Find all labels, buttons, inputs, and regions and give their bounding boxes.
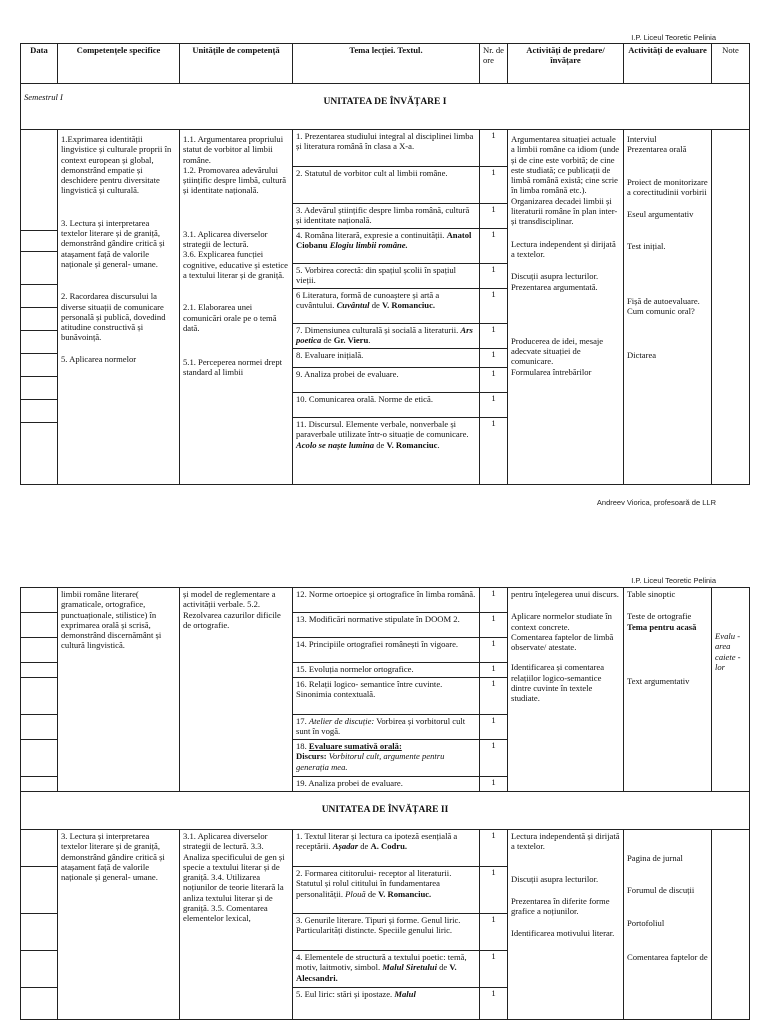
hours-cell-3: 1 1 1 1 1 — [480, 830, 508, 1020]
lesson-8: 8. Evaluare inițială. — [293, 349, 479, 368]
evaluation-cell: Interviul Prezentarea orală Proiect de monitorizare a corectitudinii vorbirii Eseul argumentativ Test inițial. Fișă de autoevaluare. Cum comunic oral? Dictarea — [624, 130, 712, 485]
col-teaching: Activități de predare/ învățare — [508, 44, 624, 84]
semester-label: Semestrul I — [24, 92, 63, 102]
lesson-7: 7. Dimensiunea culturală și socială a literaturii. Ars poetica de Gr. Vieru. — [293, 324, 479, 349]
col-notes: Note — [712, 44, 750, 84]
lessons-cell-2 — [293, 588, 480, 792]
competences-cell-3: 3. Lectura și interpretarea textelor literare și de graniță, demonstrând gândire critică și atașament față de valorile naționale și general- umane. — [58, 830, 180, 1020]
units-cell: 1.1. Argumentarea propriului statut de vorbitor al limbii române. 1.2. Promovarea adevărului științific despre limbă, cultură și identitate națională. 3.1. Aplicarea diverselor strategii de lectură. 3.6. Explicarea funcției cognitive, educative și estetice a textului literar și de graniță. 2.1. Elaborarea unei comunicări orale pe o temă dată. 5.1. Perceperea normei drept standard al limbii — [180, 130, 293, 485]
lesson-19: 19. Analiza probei de evaluare. — [296, 778, 403, 788]
lessons-cell-3 — [293, 830, 480, 1020]
competences-cell: 1.Exprimarea identității lingvistice și culturale proprii în context european și global, demonstrând empatie și deschidere pentru diversitate lingvistică și culturală. 3. Lectura și interpretarea textelor literare și de graniță, demonstrând gândire critică și atașament față de valorile naționale și general- umane. 2. Racordarea discursului la diverse situații de comunicare personală și publică, dovedind atitudine constructivă și bunăvoință. 5. Aplicarea normelor — [58, 130, 180, 485]
curriculum-table-2 — [20, 587, 750, 1020]
col-competences: Competențele specifice — [58, 44, 180, 84]
content-row — [21, 130, 750, 485]
lesson-b1: 1. Textul literar și lectura ca ipoteză esențială a receptării. Așadar de A. Codru. — [293, 830, 479, 867]
notes-cell — [712, 130, 750, 485]
date-cells-3 — [21, 830, 58, 1020]
lesson-11: 11. Discursul. Elemente verbale, nonverbale și paraverbale utilizate într-o situație de comunicare. Acolo se naște lumina de V. Romanciuc. — [296, 419, 469, 450]
lesson-17: 17. Atelier de discuție: Vorbirea și vorbitorul cult sunt în vogă. — [293, 715, 479, 740]
evaluation-cell-2: Table sinoptic Teste de ortografie Tema pentru acasă Text argumentativ — [624, 588, 712, 792]
lesson-2: 2. Statutul de vorbitor cult al limbii române. — [293, 167, 479, 204]
lesson-b2: 2. Formarea cititorului- receptor al literaturii. Statutul și rolul cititului în fundamentarea personalității. Plouă de V. Romanciuc. — [293, 867, 479, 914]
school-header: I.P. Liceul Teoretic Pelinia — [631, 33, 716, 42]
lesson-b3: 3. Genurile literare. Tipuri și forme. Genul liric. Particularități distincte. Speciile genului liric. — [293, 914, 479, 951]
lesson-6: 6 Literatura, formă de cunoaștere și artă a cuvântului. Cuvântul de V. Romanciuc. — [293, 289, 479, 324]
lesson-4: 4. Româna literară, expresie a continuității. Anatol Ciobanu Elogiu limbii române. — [293, 229, 479, 264]
content-row-2 — [21, 588, 750, 792]
lesson-b5: 5. Eul liric: stări și ipostaze. Malul — [296, 989, 416, 999]
col-data: Data — [21, 44, 58, 84]
table-header-row — [21, 44, 750, 84]
lesson-13: 13. Modificări normative stipulate în DOOM 2. — [293, 613, 479, 638]
lesson-1: 1. Prezentarea studiului integral al disciplinei limba și literatura română în clasa a X-a. — [293, 130, 479, 167]
unit2-row — [21, 792, 750, 830]
lesson-3: 3. Adevărul științific despre limba română, cultură și identitate națională. — [293, 204, 479, 229]
date-cells — [21, 130, 58, 485]
teaching-cell-3: Lectura independentă și dirijată a textelor. Discuții asupra lecturilor. Prezentarea în diferite forme grafice a noțiunilor. Identificarea motivului literar. — [508, 830, 624, 1020]
col-evaluation: Activități de evaluare — [624, 44, 712, 84]
lesson-18: 18. Evaluare sumativă orală: Discurs: Vorbitorul cult, argumente pentru generația mea. — [293, 740, 479, 777]
lesson-14: 14. Principiile ortografiei românești în vigoare. — [293, 638, 479, 663]
teaching-cell: Argumentarea situației actuale a limbii române ca idiom (unde și de cine este vorbită; de cine este studiată; ce publicații de limbă română există; cine scrie în limba română etc.). Organizarea decadei limbii și literaturii române în plan inter- și transdisciplinar. Lectura independent și dirijată a textelor. Discuții asupra lecturilor. Prezentarea argumentată. Producerea de idei, mesaje adecvate situației de comunicare. Formularea întrebărilor — [508, 130, 624, 485]
lesson-9: 9. Analiza probei de evaluare. — [293, 368, 479, 393]
evaluation-cell-3: Pagina de jurnal Forumul de discuții Portofoliul Comentarea faptelor de — [624, 830, 712, 1020]
notes-cell-3 — [712, 830, 750, 1020]
school-header-2: I.P. Liceul Teoretic Pelinia — [631, 576, 716, 585]
col-units: Unitățile de competență — [180, 44, 293, 84]
content-row-3 — [21, 830, 750, 1020]
notes-cell-2: Evalu -area caiete -lor — [712, 588, 750, 792]
lessons-cell — [293, 130, 480, 485]
units-cell-3: 3.1. Aplicarea diverselor strategii de lectură. 3.3. Analiza specificului de gen și specie a textului literar și de graniță. 3.4. Utilizarea noțiunilor de teorie literară la anliza textului literar și de graniță. 3.5. Comentarea elementelor lexical, — [180, 830, 293, 1020]
lesson-b4: 4. Elementele de structură a textului poetic: temă, motiv, laitmotiv, simbol. Malul Siretului de V. Alecsandri. — [293, 951, 479, 988]
curriculum-table-1 — [20, 43, 750, 485]
unit-title: UNITATEA DE ÎNVĂȚARE I — [323, 97, 447, 108]
lesson-12: 12. Norme ortoepice și ortografice în limba română. — [293, 588, 479, 613]
lesson-10: 10. Comunicarea orală. Norme de etică. — [293, 393, 479, 418]
unit-row — [21, 84, 750, 130]
date-cells-2 — [21, 588, 58, 792]
hours-cell-2: 1 1 1 1 1 1 1 1 — [480, 588, 508, 792]
teaching-cell-2: pentru înțelegerea unui discurs. Aplicare normelor studiate în context concrete. Comentarea faptelor de limbă observate/ atestate. Identificarea și comentarea relațiilor logico-semantice dintre cuvinte în textele studiate. — [508, 588, 624, 792]
lesson-16: 16. Relații logico- semantice între cuvinte. Sinonimia contextuală. — [293, 678, 479, 715]
page-2 — [0, 512, 768, 1024]
unit2-title: UNITATEA DE ÎNVĂȚARE II — [21, 792, 750, 830]
author-footer: Andreev Viorica, profesoară de LLR — [596, 498, 716, 507]
competences-cell-2: limbii române literare( gramaticale, ortografice, punctuaționale, stilistice) în exprimarea orală și scrisă, demonstrând discernământ și cultură lingvistică. — [58, 588, 180, 792]
units-cell-2: și model de reglementare a activității verbale. 5.2. Rezolvarea cazurilor dificile de ortografie. — [180, 588, 293, 792]
hours-cell: 1 1 1 1 1 1 1 1 1 1 1 — [480, 130, 508, 485]
col-hours: Nr. de ore — [480, 44, 508, 84]
col-lesson-theme: Tema lecției. Textul. — [293, 44, 480, 84]
lesson-5: 5. Vorbirea corectă: din spațiul școlii în spațiul vieții. — [293, 264, 479, 289]
lesson-15: 15. Evoluția normelor ortografice. — [293, 663, 479, 678]
